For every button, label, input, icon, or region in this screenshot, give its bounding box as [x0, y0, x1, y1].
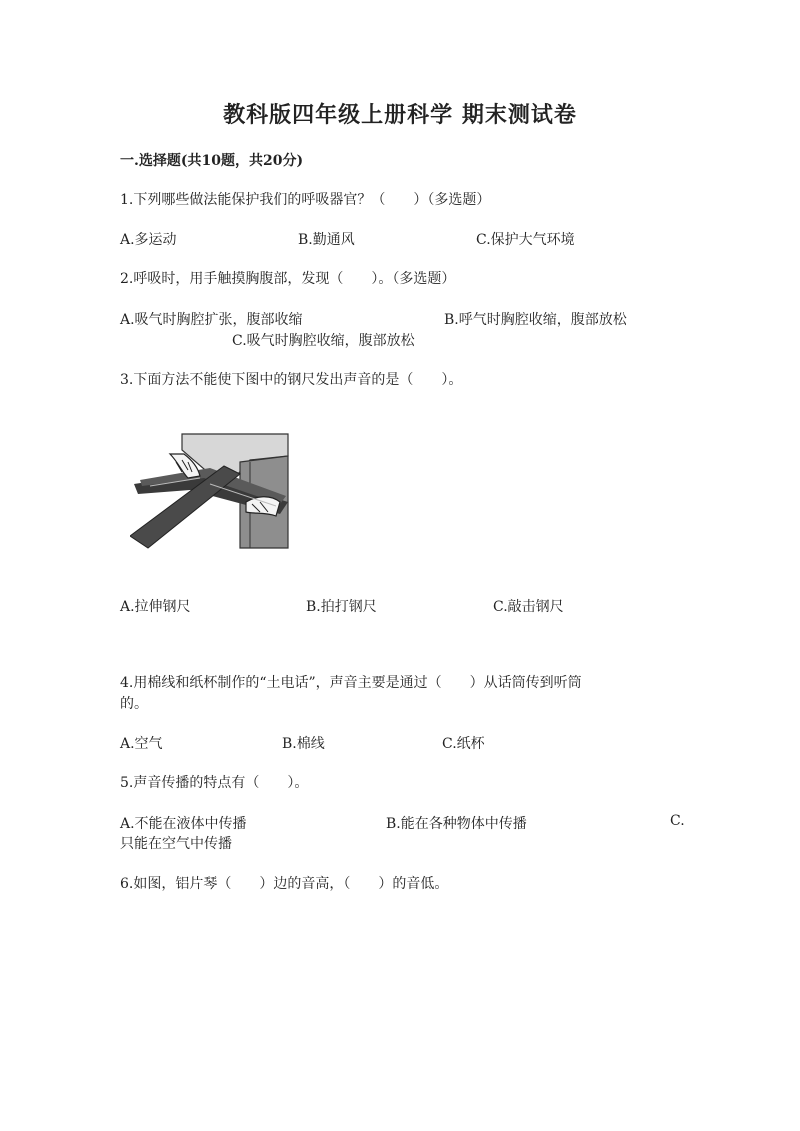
question-6-stem: 6.如图，铝片琴（ ）边的音高，（ ）的音低。 — [120, 876, 449, 892]
section-heading: 一.选择题(共10题，共20分) — [120, 153, 304, 169]
question-1-option-b: B.勤通风 — [298, 232, 355, 248]
question-5-option-c-label: C. — [670, 813, 685, 829]
question-2-stem: 2.呼吸时，用手触摸胸腹部，发现（ ）。（多选题） — [120, 271, 456, 287]
question-5-option-c-text: 只能在空气中传播 — [120, 836, 232, 852]
question-2-option-c: C.吸气时胸腔收缩，腹部放松 — [232, 333, 415, 349]
question-4-option-b: B.棉线 — [282, 736, 325, 752]
question-1-stem: 1.下列哪些做法能保护我们的呼吸器官？（ ）（多选题） — [120, 192, 491, 208]
question-1-option-a: A.多运动 — [120, 232, 177, 248]
question-4-stem-line-2: 的。 — [120, 696, 148, 712]
question-2-option-a: A.吸气时胸腔扩张，腹部收缩 — [120, 312, 303, 328]
question-5-stem: 5.声音传播的特点有（ ）。 — [120, 775, 309, 791]
question-4-option-a: A.空气 — [120, 736, 163, 752]
steel-ruler-on-table-figure — [130, 432, 290, 550]
question-1-option-c: C.保护大气环境 — [476, 232, 575, 248]
question-3-stem: 3.下面方法不能使下图中的钢尺发出声音的是（ ）。 — [120, 372, 463, 388]
question-4-stem-line-1: 4.用棉线和纸杯制作的“土电话”，声音主要是通过（ ）从话筒传到听筒 — [120, 675, 582, 691]
question-3-option-b: B.拍打钢尺 — [306, 599, 377, 615]
question-3-option-a: A.拉伸钢尺 — [120, 599, 191, 615]
question-4-option-c: C.纸杯 — [442, 736, 485, 752]
question-5-option-b: B.能在各种物体中传播 — [386, 816, 527, 832]
question-5-option-a: A.不能在液体中传播 — [120, 816, 247, 832]
question-3-option-c: C.敲击钢尺 — [493, 599, 564, 615]
page-title: 教科版四年级上册科学 期末测试卷 — [223, 102, 577, 128]
question-2-option-b: B.呼气时胸腔收缩，腹部放松 — [444, 312, 627, 328]
